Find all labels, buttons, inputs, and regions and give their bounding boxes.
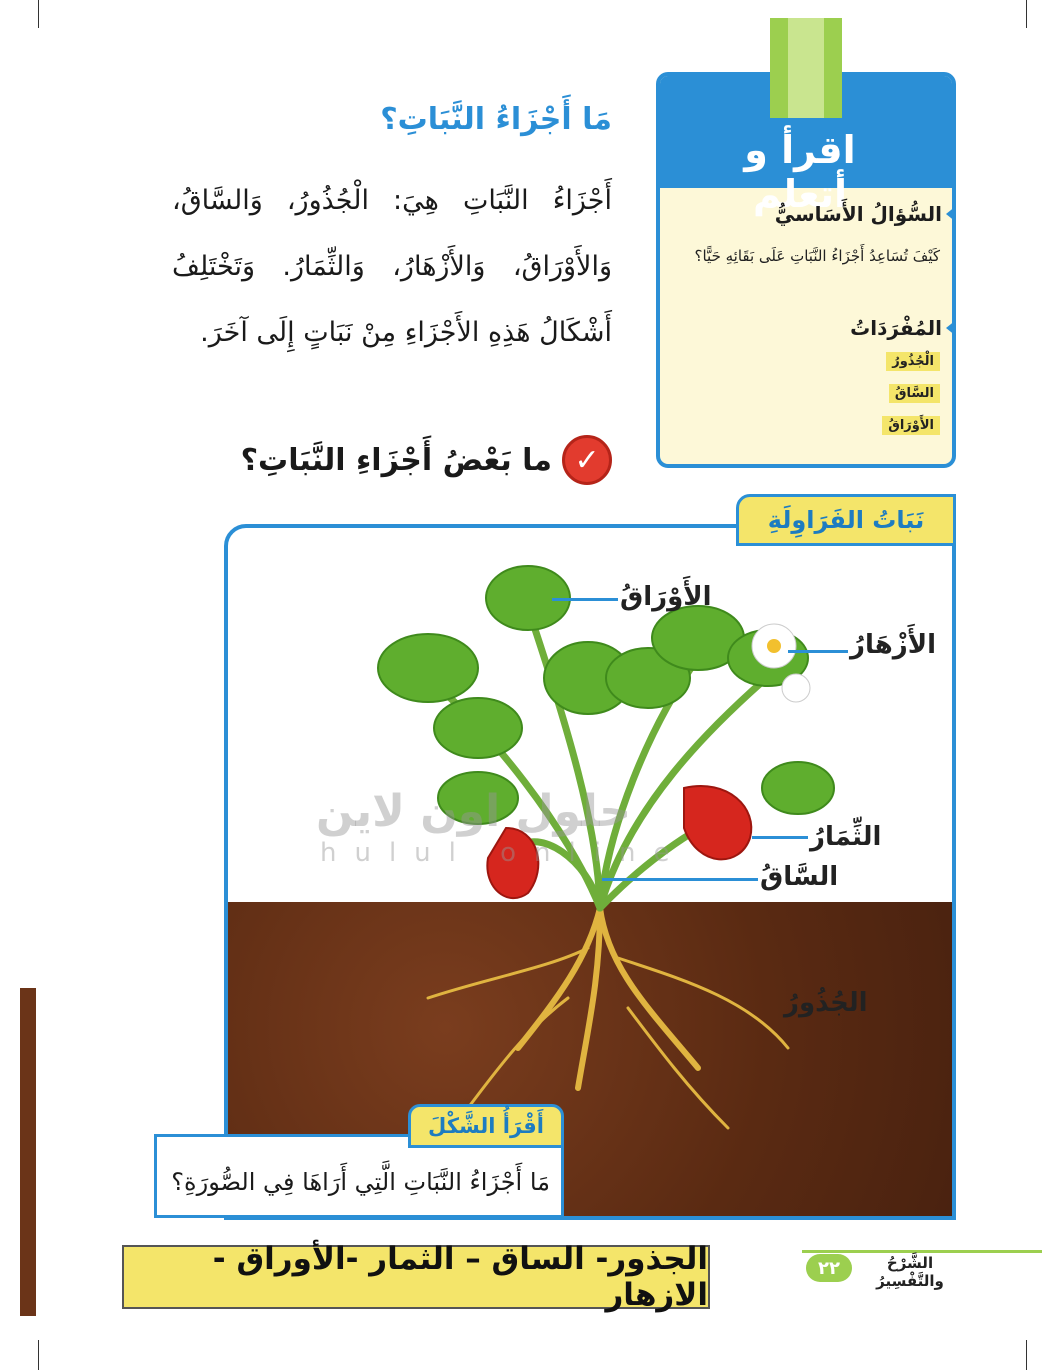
watermark-arabic: حلول اون لاين bbox=[316, 786, 631, 837]
crop-mark bbox=[1026, 1340, 1027, 1370]
footer-section-label: الشَّرْحُ والتَّفْسِيرُ bbox=[876, 1254, 944, 1290]
label-flowers: الأَزْهَارُ bbox=[850, 630, 936, 660]
leader-line bbox=[552, 598, 618, 601]
checkmark-icon: ✓ bbox=[562, 435, 612, 485]
label-leaves: الأَوْرَاقُ bbox=[620, 582, 712, 612]
crop-mark bbox=[1026, 0, 1027, 28]
lesson-title: مَا أَجْزَاءُ النَّبَاتِ؟ bbox=[380, 102, 612, 137]
page-number: ٢٢ bbox=[806, 1254, 852, 1282]
label-fruits: الثِّمَارُ bbox=[810, 822, 882, 852]
leader-line bbox=[788, 650, 848, 653]
edge-strip bbox=[20, 988, 36, 1316]
crop-mark bbox=[38, 0, 39, 28]
vocab-leaves: الأَوْرَاقُ bbox=[882, 416, 940, 435]
check-question bbox=[241, 435, 612, 485]
vocab-stem: السَّاقُ bbox=[889, 384, 940, 403]
vocabulary-heading: المُفْرَدَاتُ bbox=[850, 316, 942, 340]
leader-line bbox=[752, 836, 808, 839]
crop-mark bbox=[38, 1340, 39, 1370]
label-stem: السَّاقُ bbox=[760, 862, 839, 892]
check-question-text: ما بَعْضُ أَجْزَاءِ النَّبَاتِ؟ bbox=[240, 442, 552, 478]
leader-line bbox=[602, 878, 758, 881]
strawberry-plant-figure bbox=[224, 524, 956, 1220]
essential-question-heading: السُّؤالُ الأَسَاسيُّ bbox=[774, 202, 942, 226]
watermark-latin: hulul online bbox=[320, 838, 688, 868]
bookmark-ribbon bbox=[770, 18, 842, 118]
read-and-learn-title: اقرأ و أتعلم bbox=[744, 128, 856, 216]
vocab-roots: الْجُذُورُ bbox=[886, 352, 940, 371]
strawberry-plant-illustration bbox=[228, 528, 952, 1218]
pointer-icon bbox=[946, 206, 956, 222]
figure-title-tag: نَبَاتُ الفَرَاوِلَةِ bbox=[736, 494, 956, 546]
lesson-body: أَجْزَاءُ النَّبَاتِ هِيَ: الْجُذُورُ، وَالسَّاقُ، وَالأَوْرَاقُ، وَالأَزْهَارُ، وَالثِّمَارُ. وَتَخْتَلِفُ أَشْكَالُ هَذِهِ الأَجْزَاءِ مِنْ نَبَاتٍ إِلَى آخَرَ. bbox=[172, 185, 612, 348]
read-figure-question: مَا أَجْزَاءُ النَّبَاتِ الَّتِي أَرَاهَا فِي الصُّورَةِ؟ bbox=[171, 1168, 550, 1196]
label-roots: الجُذُورُ bbox=[784, 988, 868, 1018]
essential-question: كَيْفَ تُسَاعِدُ أَجْزَاءُ النَّبَاتِ عَلَى بَقَائِهِ حَيًّا؟ bbox=[694, 247, 940, 265]
answer-box: الجذور- الساق – الثمار -الأوراق - الازهار bbox=[122, 1245, 710, 1309]
read-figure-title: أَقْرَأُ الشَّكْلَ bbox=[408, 1104, 564, 1148]
pointer-icon bbox=[946, 320, 956, 336]
